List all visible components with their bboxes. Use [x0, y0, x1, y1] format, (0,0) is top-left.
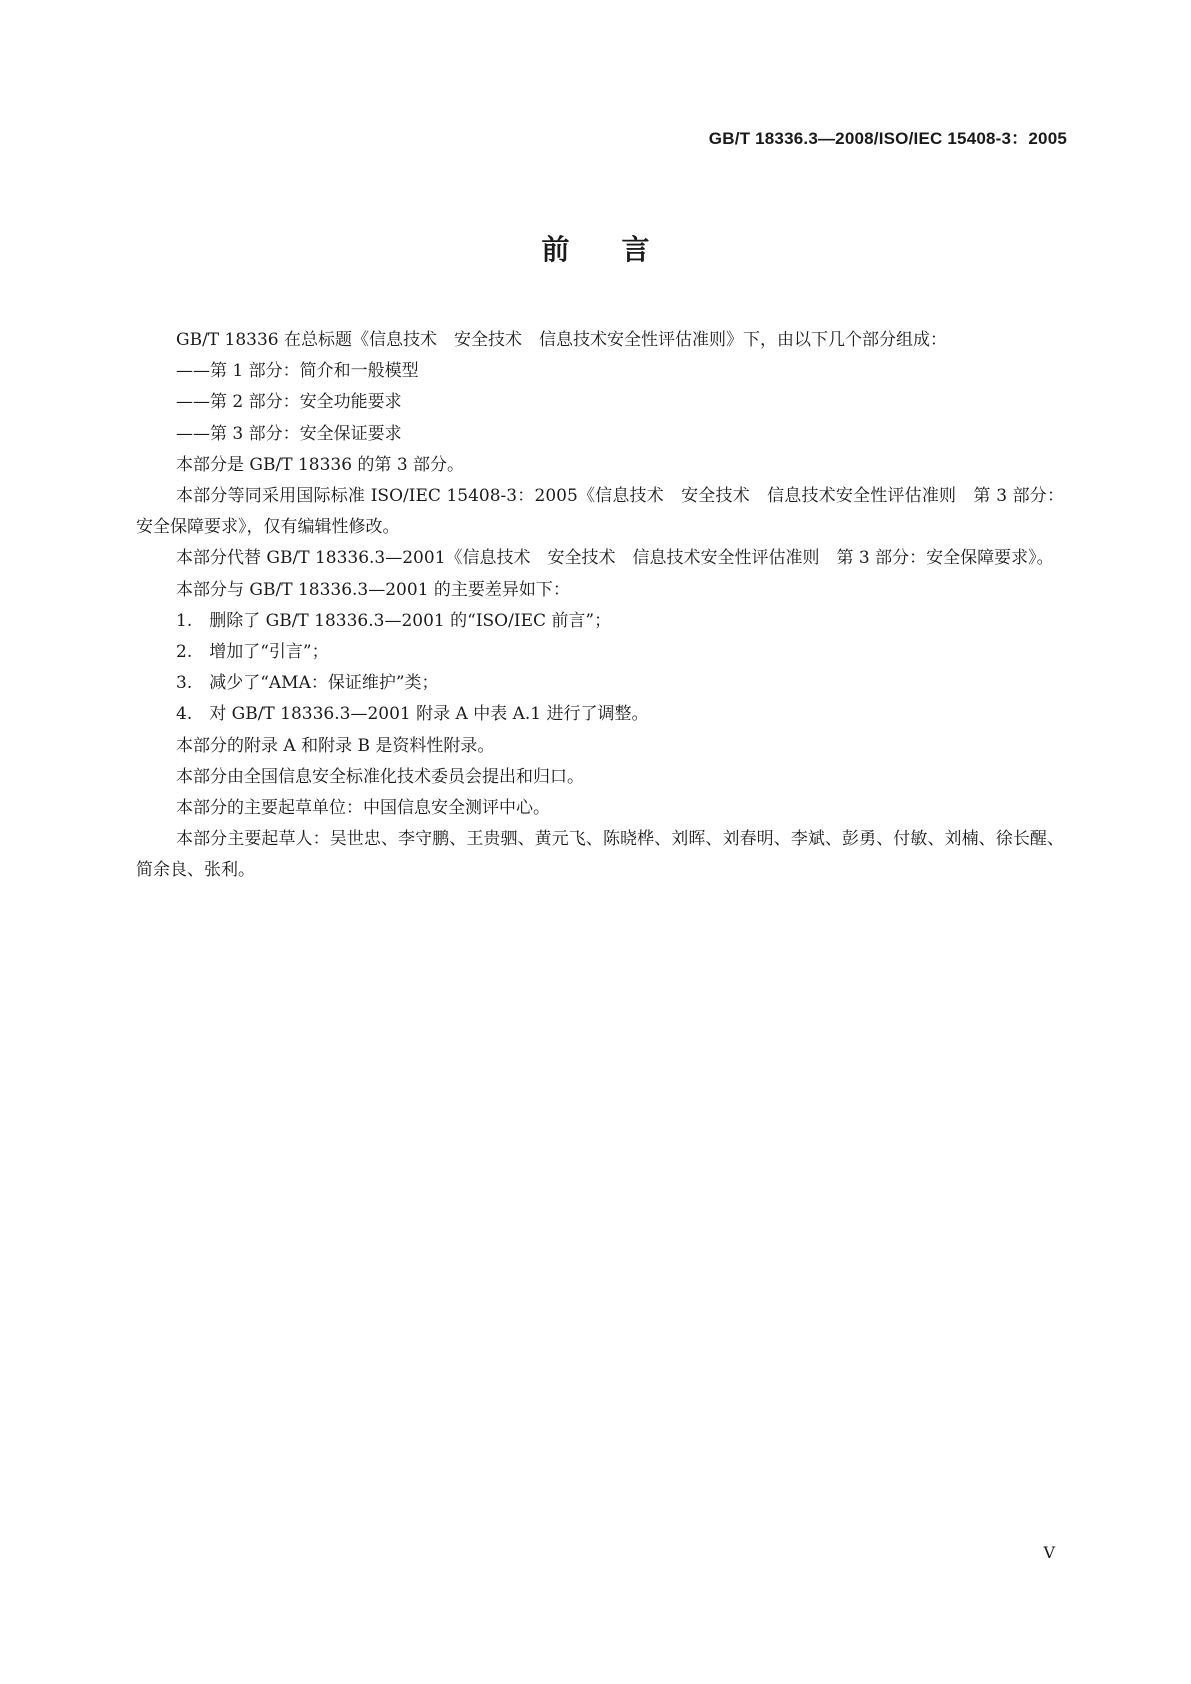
standard-code: GB/T 18336.3—2008/ISO/IEC 15408-3：2005: [708, 129, 1067, 148]
list-item: ——第 2 部分：安全功能要求: [176, 392, 402, 413]
paragraph: 本部分主要起草人：吴世忠、李守鹏、王贵驷、黄元飞、陈晓桦、刘晖、刘春明、李斌、彭勇、付敏、刘楠、徐长醒、简余良、张利。: [136, 829, 1064, 881]
list-item: 1. 删除了 GB/T 18336.3—2001 的“ISO/IEC 前言”；: [176, 610, 612, 631]
list-item: 2. 增加了“引言”；: [176, 642, 329, 663]
paragraph: 本部分的附录 A 和附录 B 是资料性附录。: [176, 735, 495, 756]
page-title: 前言: [541, 233, 702, 266]
page-number: V: [1043, 1543, 1055, 1562]
paragraph: 本部分的主要起草单位：中国信息安全测评中心。: [176, 798, 550, 819]
list-item: 3. 减少了“AMA：保证维护”类；: [176, 673, 439, 694]
paragraph: 本部分与 GB/T 18336.3—2001 的主要差异如下：: [176, 579, 570, 600]
document-body: [136, 325, 1064, 887]
paragraph: 本部分等同采用国际标准 ISO/IEC 15408-3：2005《信息技术 安全技术 信息技术安全性评估准则 第 3 部分：安全保障要求》，仅有编辑性修改。: [136, 486, 1064, 538]
paragraph: GB/T 18336 在总标题《信息技术 安全技术 信息技术安全性评估准则》下，由以下几个部分组成：: [176, 330, 948, 350]
paragraph: 本部分由全国信息安全标准化技术委员会提出和归口。: [176, 766, 584, 787]
paragraph: 本部分是 GB/T 18336 的第 3 部分。: [176, 454, 465, 475]
list-item: 4. 对 GB/T 18336.3—2001 附录 A 中表 A.1 进行了调整。: [176, 704, 649, 725]
list-item: ——第 1 部分：简介和一般模型: [176, 361, 419, 382]
list-item: ——第 3 部分：安全保证要求: [176, 423, 402, 444]
paragraph: 本部分代替 GB/T 18336.3—2001《信息技术 安全技术 信息技术安全性评估准则 第 3 部分：安全保障要求》。: [176, 548, 1054, 569]
